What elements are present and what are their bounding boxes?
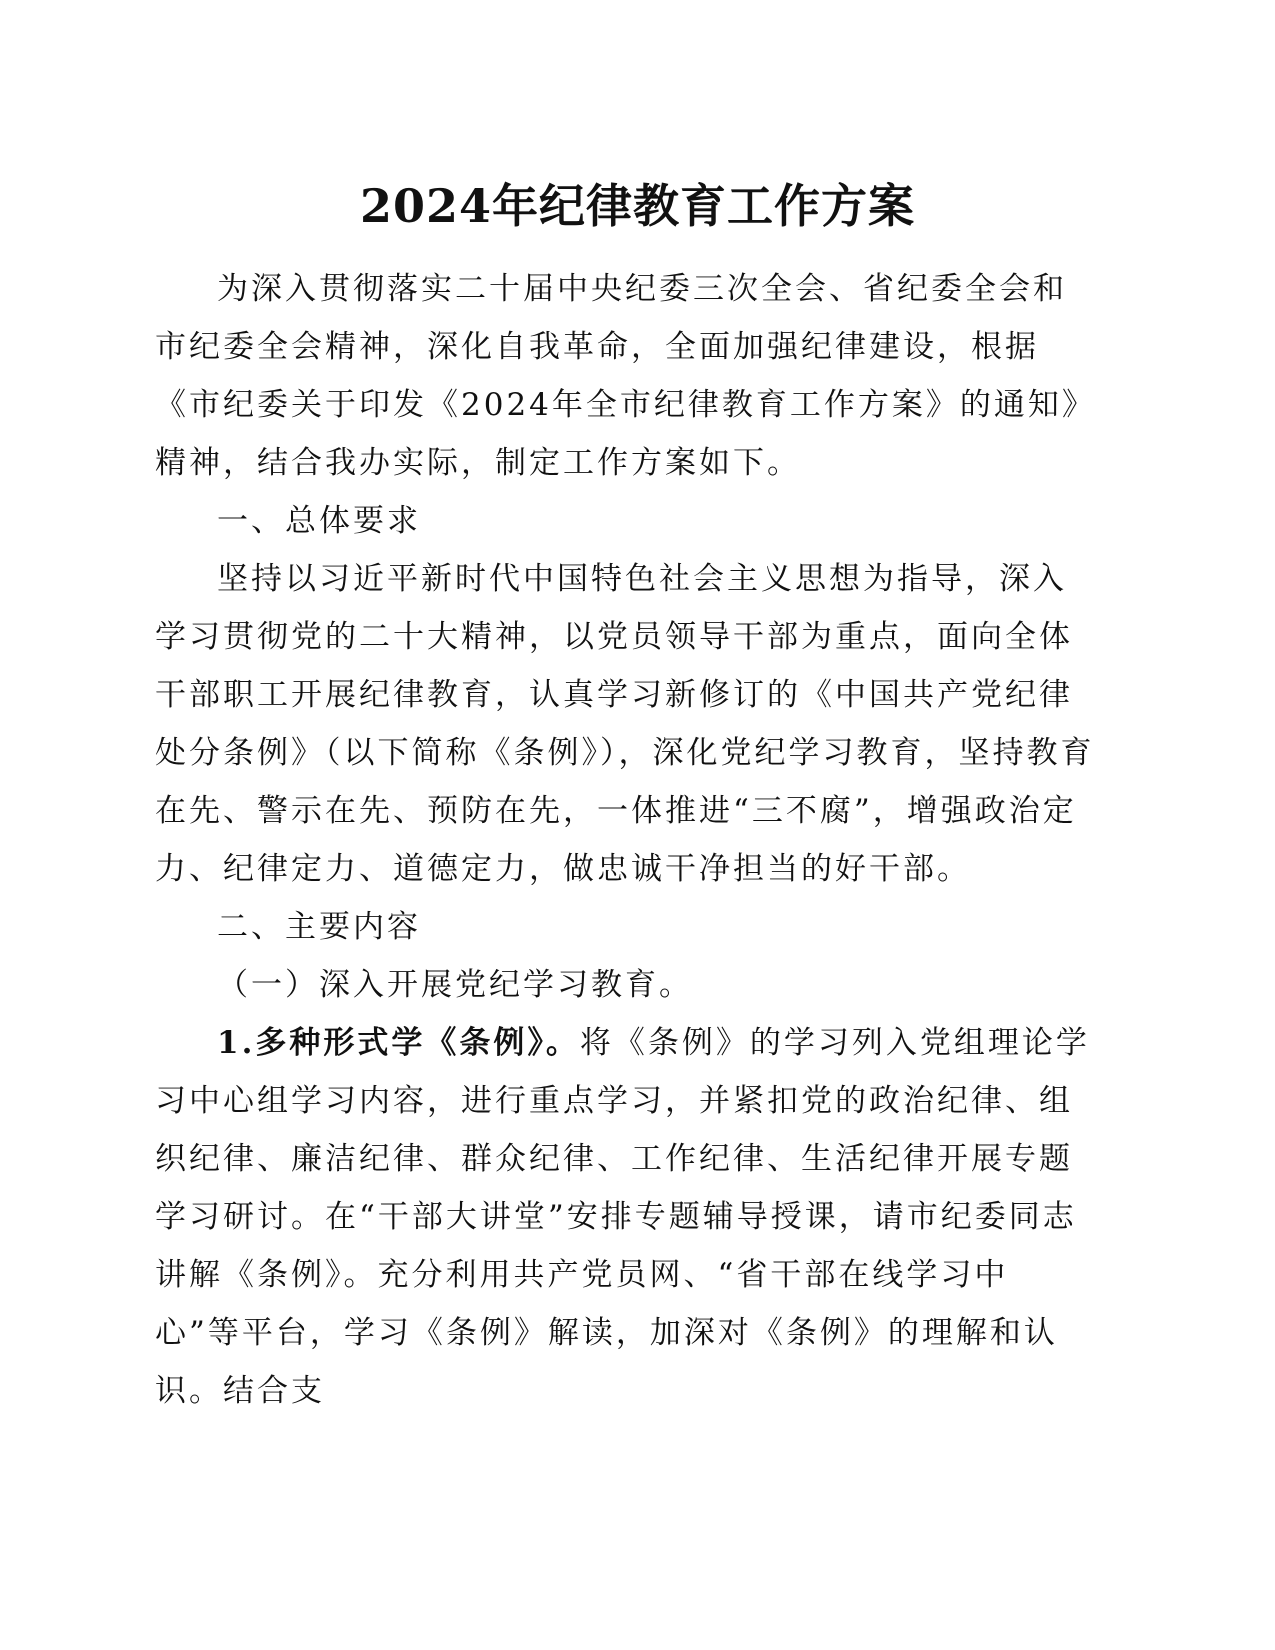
document-title: 2024年纪律教育工作方案 <box>359 179 916 233</box>
item-1-paragraph <box>155 1014 1095 1420</box>
intro-paragraph: 为深入贯彻落实二十届中央纪委三次全会、省纪委全会和市纪委全会精神，深化自我革命，全面加强纪律建设，根据《市纪委关于印发《2024年全市纪律教育工作方案》的通知》精神，结合我办实际，制定工作方案如下。 <box>155 271 1081 481</box>
section-heading-general-requirements: 一、总体要求 <box>217 503 421 539</box>
subsection-heading-party-discipline-education: （一）深入开展党纪学习教育。 <box>217 967 693 1003</box>
document-body <box>155 260 1095 1420</box>
general-requirements-paragraph: 坚持以习近平新时代中国特色社会主义思想为指导，深入学习贯彻党的二十大精神，以党员领导干部为重点，面向全体干部职工开展纪律教育，认真学习新修订的《中国共产党纪律处分条例》（以下简称《条例》），深化党纪学习教育，坚持教育在先、警示在先、预防在先，一体推进“三不腐”，增强政治定力、纪律定力、道德定力，做忠诚干净担当的好干部。 <box>155 561 1095 887</box>
item-1-body: 将《条例》的学习列入党组理论学习中心组学习内容，进行重点学习，并紧扣党的政治纪律、组织纪律、廉洁纪律、群众纪律、工作纪律、生活纪律开展专题学习研讨。在“干部大讲堂”安排专题辅导授课，请市纪委同志讲解《条例》。充分利用共产党员网、“省干部在线学习中心”等平台，学习《条例》解读，加深对《条例》的理解和认识。结合支 <box>155 1025 1090 1409</box>
section-heading-main-content: 二、主要内容 <box>217 909 421 945</box>
item-1-lead: 1.多种形式学《条例》。 <box>217 1025 580 1061</box>
